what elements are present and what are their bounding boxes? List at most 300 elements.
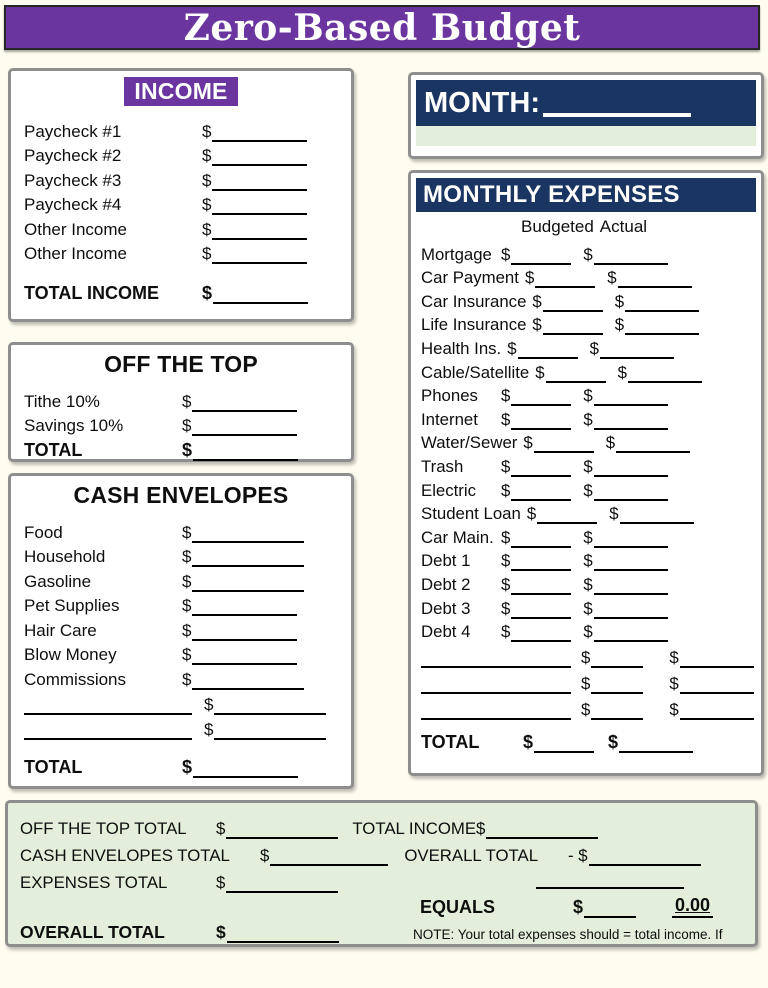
write-in-line[interactable] (511, 250, 571, 265)
write-in-line[interactable] (226, 878, 338, 893)
write-in-line[interactable] (584, 903, 636, 918)
write-in-line[interactable] (594, 580, 668, 595)
write-in-line[interactable] (511, 533, 571, 548)
month-green-strip (416, 126, 756, 146)
page-title: Zero-Based Budget (183, 6, 581, 49)
overall-total-label: OVERALL TOTAL (20, 922, 165, 942)
write-in-line[interactable] (192, 577, 304, 592)
expense-row (421, 595, 755, 619)
expense-label: Car Payment (421, 268, 519, 288)
write-in-line[interactable] (511, 486, 571, 501)
dollar-sign: $ (583, 244, 593, 264)
write-in-line[interactable] (594, 462, 668, 477)
write-in-line[interactable] (591, 705, 643, 720)
amount-field (260, 846, 388, 866)
expense-label: Cable/Satellite (421, 362, 530, 382)
off-the-top-row (24, 387, 343, 412)
row-label: Paycheck #3 (24, 170, 122, 190)
write-in-line[interactable] (537, 509, 597, 524)
income-row (24, 240, 343, 265)
expense-row (421, 548, 755, 572)
actual-field (583, 551, 667, 571)
summary-line-2 (20, 846, 701, 866)
dollar-sign: $ (501, 456, 511, 476)
dollar-sign: $ (202, 282, 213, 303)
expense-label: Debt 3 (421, 598, 471, 618)
overall-total-line (20, 922, 339, 943)
dollar-sign: $ (260, 846, 270, 865)
expense-row (421, 524, 755, 548)
dollar-sign: $ (581, 674, 591, 694)
row-label: Tithe 10% (24, 391, 100, 411)
write-in-line[interactable] (625, 297, 699, 312)
amount-field (182, 757, 298, 778)
write-in-line[interactable] (591, 679, 643, 694)
off-the-top-section (8, 342, 354, 462)
budgeted-field (501, 410, 571, 430)
dollar-sign: $ (609, 504, 619, 524)
actual-field (669, 700, 753, 720)
expense-row (421, 430, 755, 454)
off-the-top-header: OFF THE TOP (104, 351, 258, 377)
budgeted-field (501, 457, 571, 477)
budgeted-field (501, 599, 571, 619)
dollar-sign: $ (583, 480, 593, 500)
dollar-sign: $ (202, 121, 212, 141)
actual-field (615, 292, 699, 312)
income-rows (11, 108, 351, 304)
dollar-sign: $ (532, 291, 542, 311)
month-section (408, 72, 764, 159)
dollar-sign: $ (501, 574, 511, 594)
write-in-line[interactable] (594, 486, 668, 501)
income-section (8, 68, 354, 322)
budgeted-field (581, 674, 643, 694)
write-in-line[interactable] (192, 528, 304, 543)
expense-label: Debt 1 (421, 551, 471, 571)
write-in-line[interactable] (192, 626, 297, 641)
expense-row (421, 453, 755, 477)
expense-label: Trash (421, 456, 464, 476)
expense-label: Debt 2 (421, 574, 471, 594)
expense-label: Mortgage (421, 244, 492, 264)
expense-row (421, 501, 755, 525)
actual-field (583, 386, 667, 406)
write-in-line[interactable] (594, 533, 668, 548)
income-row (24, 166, 343, 191)
expense-label: Life Insurance (421, 315, 527, 335)
actual-field (583, 599, 667, 619)
expense-row (421, 359, 755, 383)
amount-field (182, 392, 297, 412)
off-the-top-rows (11, 378, 351, 461)
row-label: Hair Care (24, 620, 97, 640)
write-in-name-line[interactable] (24, 725, 192, 740)
amount-field (182, 547, 304, 567)
write-in-line[interactable] (589, 851, 701, 866)
write-in-line[interactable] (212, 151, 307, 166)
row-label: Paycheck #2 (24, 146, 122, 165)
cash-row (24, 641, 343, 666)
off-the-top-total-label: OFF THE TOP TOTAL (20, 819, 187, 838)
write-in-line[interactable] (543, 320, 603, 335)
total-label: TOTAL (421, 732, 480, 753)
amount-field (182, 596, 297, 616)
actual-field (583, 528, 667, 548)
month-header-bar (416, 80, 756, 126)
month-label: MONTH: (424, 86, 540, 119)
dollar-sign: $ (182, 571, 192, 591)
row-label: Other Income (24, 244, 127, 263)
budgeted-field (535, 363, 605, 383)
write-in-name-line[interactable] (421, 679, 571, 694)
budgeted-field (501, 528, 571, 548)
cash-envelopes-total-label: CASH ENVELOPES TOTAL (20, 846, 230, 865)
write-in-name-line[interactable] (24, 700, 192, 715)
dollar-sign: $ (182, 596, 192, 615)
minus-dollar-sign: - $ (568, 846, 588, 865)
write-in-line[interactable] (192, 650, 297, 665)
subtraction-rule-line (536, 887, 684, 889)
write-in-line[interactable] (546, 368, 606, 383)
dollar-sign: $ (501, 551, 511, 571)
dollar-sign: $ (182, 620, 192, 640)
write-in-line[interactable] (193, 446, 298, 461)
expense-label: Phones (421, 386, 478, 406)
actual-field (669, 648, 753, 668)
dollar-sign: $ (202, 170, 212, 190)
income-row (24, 191, 343, 216)
row-label: Paycheck #4 (24, 195, 122, 214)
amount-field (202, 195, 307, 215)
monthly-expenses-section (408, 170, 764, 776)
write-in-line[interactable] (680, 679, 754, 694)
expense-row (421, 312, 755, 336)
expense-row (421, 335, 755, 359)
amount-field (202, 283, 308, 304)
dollar-sign: $ (501, 622, 511, 642)
actual-field (618, 363, 702, 383)
write-in-line[interactable] (535, 273, 595, 288)
expense-label: Car Insurance (421, 291, 527, 311)
total-label: TOTAL (24, 439, 83, 460)
budgeted-field (501, 245, 571, 265)
equals-value: 0.00 (672, 895, 713, 918)
total-label: TOTAL INCOME (24, 282, 159, 303)
write-in-line[interactable] (591, 653, 643, 668)
amount-field (182, 645, 297, 665)
dollar-sign: $ (669, 700, 679, 720)
write-in-line[interactable] (212, 200, 307, 215)
budgeted-field (523, 732, 594, 753)
budgeted-field (507, 339, 577, 359)
amount-field (204, 720, 326, 740)
dollar-sign: $ (605, 433, 616, 453)
income-header: INCOME (124, 77, 237, 106)
budgeted-field (523, 433, 593, 453)
write-in-line[interactable] (192, 552, 304, 567)
dollar-sign: $ (581, 648, 591, 668)
title-banner (4, 5, 760, 50)
expense-row (421, 406, 755, 430)
actual-field (583, 575, 667, 595)
cash-row (24, 665, 343, 690)
cash-custom-row (24, 715, 343, 740)
actual-field (669, 674, 753, 694)
dollar-sign: $ (669, 674, 679, 694)
amount-field (182, 523, 304, 543)
note-text: NOTE: Your total expenses should = total income. If (413, 927, 723, 942)
cash-custom-row (24, 690, 343, 715)
dollar-sign: $ (523, 732, 534, 753)
dollar-sign: $ (204, 719, 214, 739)
amount-field (182, 670, 304, 690)
dollar-sign: $ (501, 527, 511, 547)
write-in-line[interactable] (213, 289, 308, 304)
write-in-line[interactable] (214, 700, 326, 715)
dollar-sign: $ (182, 547, 192, 566)
budgeted-field (581, 700, 643, 720)
write-in-line[interactable] (618, 273, 692, 288)
actual-field (615, 315, 699, 335)
write-in-line[interactable] (518, 344, 578, 359)
write-in-line[interactable] (594, 604, 668, 619)
write-in-line[interactable] (625, 320, 699, 335)
monthly-expenses-header: MONTHLY EXPENSES (416, 178, 756, 212)
expense-row (421, 619, 755, 643)
actual-field (583, 481, 667, 501)
dollar-sign: $ (216, 922, 226, 942)
summary-line-3 (20, 873, 338, 893)
budgeted-field (532, 315, 602, 335)
expense-label: Car Main. (421, 527, 494, 547)
amount-field (216, 873, 338, 893)
write-in-line[interactable] (534, 738, 594, 753)
expenses-column-headers (411, 217, 761, 239)
write-in-line[interactable] (486, 824, 598, 839)
write-in-line[interactable] (594, 556, 668, 571)
write-in-line[interactable] (193, 763, 298, 778)
budgeted-field (581, 648, 643, 668)
write-in-line[interactable] (511, 580, 571, 595)
write-in-line[interactable] (594, 627, 668, 642)
dollar-sign: $ (583, 386, 593, 406)
row-label: Other Income (24, 219, 127, 239)
dollar-sign: $ (182, 669, 192, 689)
expenses-rows (411, 239, 761, 753)
income-row (24, 142, 343, 167)
amount-field (202, 244, 307, 264)
dollar-sign: $ (182, 391, 192, 411)
dollar-sign: $ (523, 433, 533, 453)
amount-field (182, 572, 304, 592)
write-in-line[interactable] (594, 415, 668, 430)
actual-column-header: Actual (599, 217, 648, 236)
row-label: Blow Money (24, 645, 117, 664)
write-in-line[interactable] (192, 397, 297, 412)
write-in-name-line[interactable] (421, 705, 571, 720)
budgeted-field (501, 386, 571, 406)
expenses-total-label: EXPENSES TOTAL (20, 873, 168, 892)
overall-total-label: OVERALL TOTAL (404, 846, 539, 865)
amount-field (182, 440, 298, 461)
actual-field (606, 433, 690, 453)
total-income-label: TOTAL INCOME (352, 819, 477, 838)
amount-field (202, 122, 307, 142)
dollar-sign: $ (581, 700, 591, 720)
amount-field (216, 819, 338, 839)
write-in-line[interactable] (600, 344, 674, 359)
write-in-line[interactable] (192, 675, 304, 690)
write-in-line[interactable] (620, 509, 694, 524)
amount-field (202, 146, 307, 166)
dollar-sign: $ (532, 315, 542, 335)
dollar-sign: $ (583, 527, 593, 547)
budgeted-field (501, 622, 571, 642)
total-label: TOTAL (24, 757, 83, 777)
write-in-line[interactable] (511, 627, 571, 642)
budgeted-field (532, 292, 602, 312)
off-the-top-total-row (24, 436, 343, 461)
dollar-sign: $ (583, 574, 593, 594)
dollar-sign: $ (182, 757, 193, 777)
row-label: Commissions (24, 669, 127, 689)
write-in-line[interactable] (628, 368, 702, 383)
dollar-sign: $ (608, 732, 619, 753)
amount-field (476, 819, 598, 839)
dollar-sign: $ (182, 439, 193, 460)
write-in-line[interactable] (616, 438, 690, 453)
amount-field (216, 922, 339, 943)
expense-row (421, 288, 755, 312)
dollar-sign: $ (507, 338, 517, 358)
write-in-line[interactable] (511, 556, 571, 571)
dollar-sign: $ (501, 409, 511, 429)
dollar-sign: $ (524, 268, 535, 288)
dollar-sign: $ (501, 386, 511, 406)
write-in-line[interactable] (212, 225, 307, 240)
dollar-sign: $ (583, 622, 593, 642)
month-write-in-line[interactable] (543, 89, 691, 117)
write-in-line[interactable] (212, 127, 307, 142)
write-in-line[interactable] (680, 705, 754, 720)
expense-row (421, 265, 755, 289)
cash-row (24, 543, 343, 568)
cash-envelopes-section (8, 473, 354, 789)
write-in-line[interactable] (534, 438, 594, 453)
expense-label: Student Loan (421, 504, 521, 524)
expense-row (421, 241, 755, 265)
amount-field (573, 897, 636, 918)
write-in-line[interactable] (226, 824, 338, 839)
expense-label: Electric (421, 480, 477, 500)
dollar-sign: $ (669, 648, 679, 668)
budgeted-field (525, 268, 595, 288)
dollar-sign: $ (182, 645, 192, 664)
budgeted-field (501, 551, 571, 571)
actual-field (583, 245, 667, 265)
write-in-line[interactable] (192, 601, 297, 616)
budgeted-field (527, 504, 597, 524)
row-label: Savings 10% (24, 416, 124, 435)
row-label: Gasoline (24, 571, 92, 591)
write-in-line[interactable] (594, 250, 668, 265)
row-label: Food (24, 522, 63, 542)
dollar-sign: $ (202, 146, 212, 165)
budgeted-field (501, 575, 571, 595)
row-label: Pet Supplies (24, 596, 120, 615)
write-in-line[interactable] (543, 297, 603, 312)
write-in-line[interactable] (214, 725, 326, 740)
dollar-sign: $ (182, 416, 192, 435)
dollar-sign: $ (501, 598, 511, 618)
equals-line (420, 895, 713, 918)
dollar-sign: $ (583, 409, 593, 429)
write-in-line[interactable] (212, 249, 307, 264)
write-in-line[interactable] (511, 604, 571, 619)
dollar-sign: $ (535, 362, 545, 382)
write-in-name-line[interactable] (421, 653, 571, 668)
dollar-sign: $ (573, 897, 584, 917)
cash-row (24, 567, 343, 592)
expense-custom-row (421, 694, 755, 720)
dollar-sign: $ (216, 819, 226, 838)
write-in-line[interactable] (511, 415, 571, 430)
write-in-line[interactable] (680, 653, 754, 668)
write-in-line[interactable] (619, 738, 693, 753)
expense-label: Health Ins. (421, 338, 502, 358)
dollar-sign: $ (589, 338, 599, 358)
dollar-sign: $ (583, 456, 593, 476)
write-in-line[interactable] (270, 851, 388, 866)
cash-total-row (24, 754, 343, 779)
expense-row (421, 477, 755, 501)
cash-row (24, 518, 343, 543)
income-row (24, 117, 343, 142)
amount-field (568, 846, 701, 866)
budgeted-field (501, 481, 571, 501)
expense-row (421, 383, 755, 407)
amount-field (182, 621, 297, 641)
cash-envelopes-header: CASH ENVELOPES (73, 482, 289, 508)
dollar-sign: $ (204, 694, 214, 714)
actual-field (607, 268, 691, 288)
income-row (24, 215, 343, 240)
actual-field (583, 410, 667, 430)
dollar-sign: $ (617, 362, 627, 382)
amount-field (202, 171, 307, 191)
amount-field (204, 695, 326, 715)
write-in-line[interactable] (511, 391, 571, 406)
dollar-sign: $ (202, 244, 212, 263)
write-in-line[interactable] (594, 391, 668, 406)
row-label: Household (24, 547, 106, 566)
write-in-line[interactable] (511, 462, 571, 477)
cash-envelopes-rows (11, 509, 351, 778)
off-the-top-row (24, 412, 343, 437)
actual-field (608, 732, 693, 753)
write-in-line[interactable] (227, 928, 339, 943)
dollar-sign: $ (526, 504, 537, 524)
expense-custom-row (421, 642, 755, 668)
amount-field (182, 416, 297, 436)
write-in-line[interactable] (212, 176, 307, 191)
actual-field (590, 339, 674, 359)
dollar-sign: $ (216, 873, 226, 892)
write-in-line[interactable] (192, 421, 297, 436)
actual-field (609, 504, 693, 524)
dollar-sign: $ (501, 244, 511, 264)
